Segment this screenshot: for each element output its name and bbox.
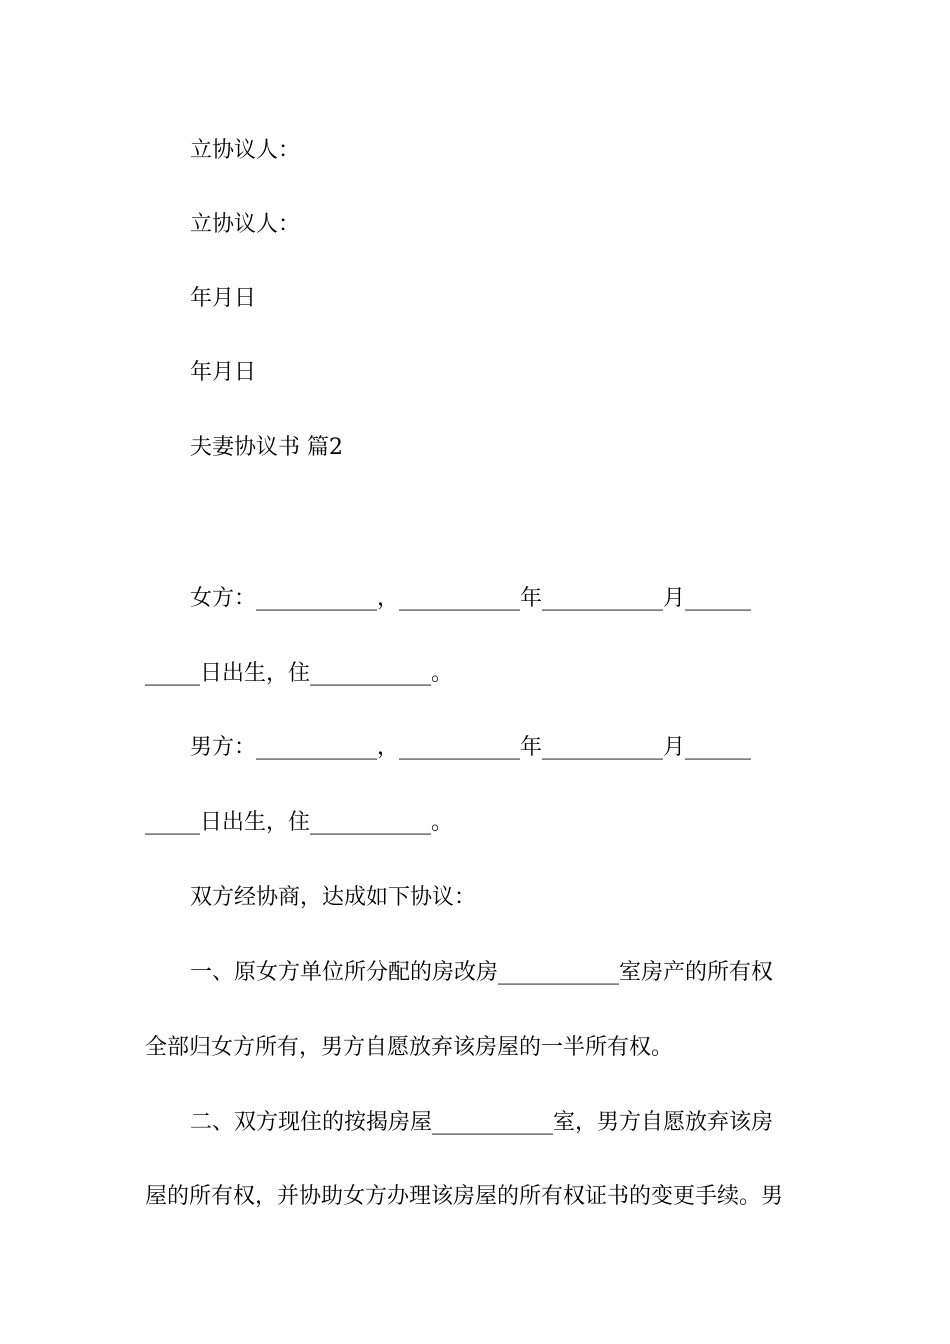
clause-2-line-2: 屋的所有权，并协助女方办理该房屋的所有权证书的变更手续。男 [145, 1184, 784, 1209]
signatory-line-1: 立协议人： [190, 138, 301, 163]
date-line-1: 年月日 [190, 286, 257, 311]
clause-1-line-2: 全部归女方所有，男方自愿放弃该房屋的一半所有权。 [145, 1035, 674, 1060]
clause-2-line-1: 二、双方现住的按揭房屋___________室，男方自愿放弃该房 [190, 1110, 774, 1135]
wife-info-line-1: 女方：___________，___________年___________月______ [190, 586, 752, 611]
date-line-2: 年月日 [190, 360, 257, 385]
wife-info-line-2: _____日出生，住___________。 [145, 661, 454, 686]
clause-1-line-1: 一、原女方单位所分配的房改房___________室房产的所有权 [190, 960, 774, 985]
husband-info-line-2: _____日出生，住___________。 [145, 810, 454, 835]
section-heading: 夫妻协议书 篇2 [190, 435, 343, 460]
husband-info-line-1: 男方：___________，___________年___________月______ [190, 735, 752, 760]
agreement-intro: 双方经协商，达成如下协议： [190, 885, 477, 910]
signatory-line-2: 立协议人： [190, 212, 301, 237]
